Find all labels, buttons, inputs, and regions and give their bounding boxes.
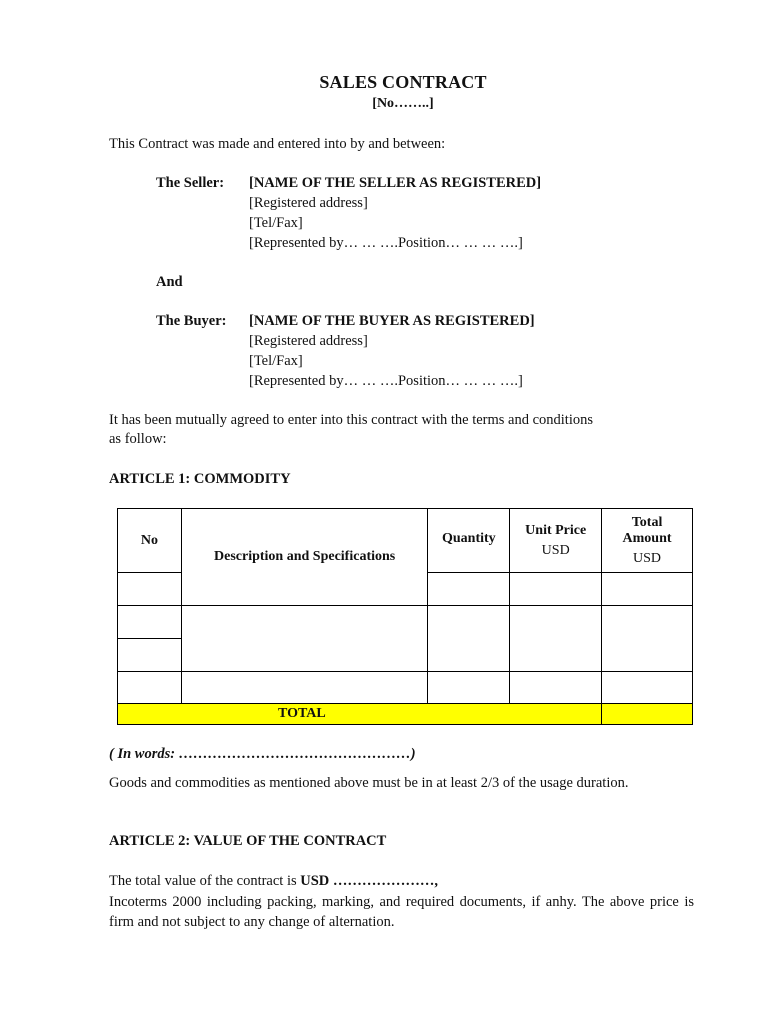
article-2-heading: ARTICLE 2: VALUE OF THE CONTRACT (109, 833, 387, 849)
table-cell (428, 606, 510, 672)
table-cell (510, 606, 602, 672)
table-cell (118, 672, 182, 704)
table-cell (602, 606, 693, 672)
intro-text: This Contract was made and entered into by and between: (109, 136, 446, 152)
header-description: Description and Specifications (181, 509, 428, 606)
table-cell (118, 606, 182, 639)
seller-tel: [Tel/Fax] (249, 215, 303, 231)
unit-price-label: Unit Price (525, 522, 587, 538)
seller-label: The Seller: (156, 175, 225, 191)
buyer-address: [Registered address] (249, 333, 368, 349)
article-1-heading: ARTICLE 1: COMMODITY (109, 471, 291, 487)
header-total-amount (602, 509, 693, 573)
table-cell (428, 672, 510, 704)
total-label: TOTAL (118, 704, 602, 725)
contract-value-prefix: The total value of the contract is (109, 873, 301, 889)
header-no: No (118, 509, 182, 573)
agreement-line-2: as follow: (109, 431, 167, 447)
table-cell (510, 672, 602, 704)
buyer-tel: [Tel/Fax] (249, 353, 303, 369)
seller-address: [Registered address] (249, 195, 368, 211)
buyer-label: The Buyer: (156, 313, 227, 329)
seller-represented: [Represented by… … ….Position… … … ….] (249, 235, 523, 251)
table-row (118, 606, 693, 639)
contract-number: [No……..] (372, 96, 434, 111)
total-amount-label-2: Amount (622, 530, 672, 546)
table-total-row (118, 704, 693, 725)
seller-name: [NAME OF THE SELLER AS REGISTERED] (249, 175, 542, 191)
contract-value-amount: USD …………………, (300, 873, 439, 889)
and-label: And (156, 274, 183, 290)
buyer-name: [NAME OF THE BUYER AS REGISTERED] (249, 313, 535, 329)
table-cell (428, 573, 510, 606)
table-cell (181, 606, 428, 672)
document-title: SALES CONTRACT (319, 72, 487, 92)
table-cell (602, 573, 693, 606)
commodity-note: Goods and commodities as mentioned above must be in at least 2/3 of the usage duration. (109, 775, 629, 791)
in-words-line: ( In words: …………………………………………) (109, 746, 416, 762)
contract-terms: Incoterms 2000 including packing, marking, and required documents, if anhy. The above price is firm and not subject to any change of alternation. (109, 894, 694, 930)
header-unit-price (510, 509, 602, 573)
header-quantity: Quantity (428, 509, 510, 573)
buyer-represented: [Represented by… … ….Position… … … ….] (249, 373, 523, 389)
total-amount-currency: USD (633, 550, 662, 566)
unit-price-currency: USD (541, 542, 570, 558)
contract-value-line (109, 873, 438, 890)
agreement-line-1: It has been mutually agreed to enter into this contract with the terms and conditions (109, 412, 594, 428)
table-cell (602, 672, 693, 704)
table-row (118, 672, 693, 704)
table-cell (118, 639, 182, 672)
total-value-cell (602, 704, 693, 725)
table-cell (118, 573, 182, 606)
table-cell (510, 573, 602, 606)
table-header-row (118, 509, 693, 573)
table-cell (181, 672, 428, 704)
total-amount-label-1: Total (631, 514, 663, 530)
commodity-table (117, 508, 693, 725)
